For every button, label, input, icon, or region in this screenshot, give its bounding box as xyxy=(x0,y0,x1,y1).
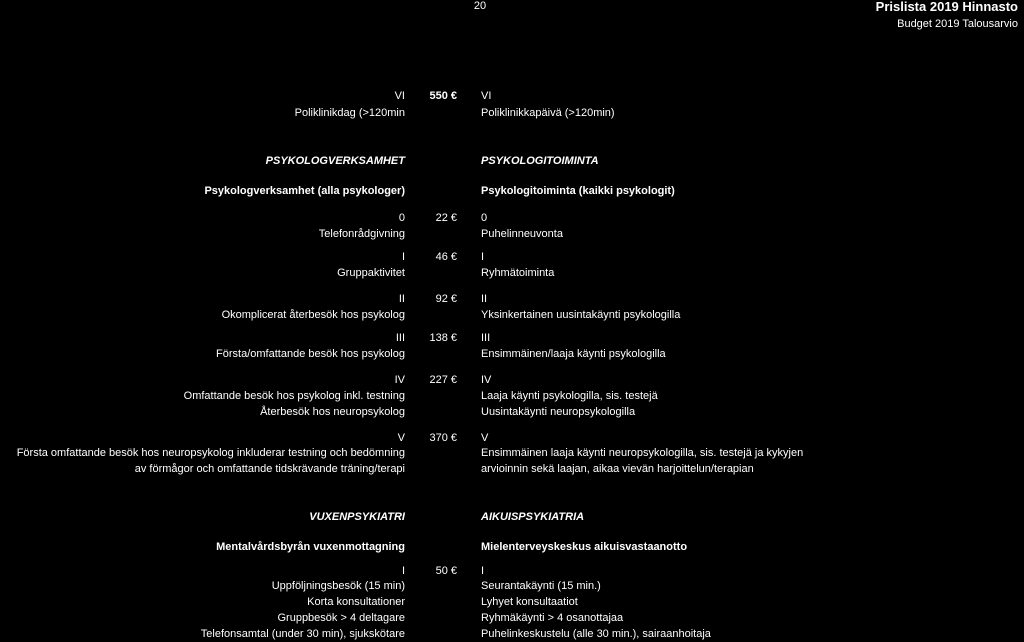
service-fi: Puhelinneuvonta xyxy=(481,228,563,240)
service-fi: Uusintakäynti neuropsykologilla xyxy=(481,406,636,418)
service-fi: Ensimmäinen/laaja käynti psykologilla xyxy=(481,348,666,360)
service-sv: av förmågor och omfattande tidskrävande träning/terapi xyxy=(134,463,405,475)
service-sv: Första/omfattande besök hos psykolog xyxy=(216,348,405,360)
service-fi: Ryhmätoiminta xyxy=(481,267,555,279)
section-title-sv: PSYKOLOGVERKSAMHET xyxy=(265,155,405,167)
service-sv: Återbesök hos neuropsykolog xyxy=(260,406,405,418)
service-fi: Ensimmäinen laaja käynti neuropsykologilla, sis. testejä ja kykyjen xyxy=(481,447,804,459)
price: 46 € xyxy=(435,251,457,263)
section-title-fi: PSYKOLOGITOIMINTA xyxy=(481,155,599,167)
service-sv: Okomplicerat återbesök hos psykolog xyxy=(221,309,405,321)
price: 50 € xyxy=(435,565,457,577)
service-fi: Poliklinikkapäivä (>120min) xyxy=(481,107,615,119)
section-heading-fi: Mielenterveyskeskus aikuisvastaanotto xyxy=(481,541,688,553)
service-sv: Gruppaktivitet xyxy=(337,267,405,279)
price: 370 € xyxy=(429,432,457,444)
code-sv: V xyxy=(397,432,405,444)
section-heading-sv: Mentalvårdsbyrån vuxenmottagning xyxy=(216,541,405,553)
service-sv: Omfattande besök hos psykolog inkl. testning xyxy=(183,390,405,402)
code-fi: V xyxy=(481,432,489,444)
service-fi: Yksinkertainen uusintakäynti psykologilla xyxy=(481,309,681,321)
code-fi: 0 xyxy=(481,212,488,224)
code-sv: II xyxy=(398,293,405,305)
service-fi: Ryhmäkäynti > 4 osanottajaa xyxy=(481,612,624,624)
price: 138 € xyxy=(429,332,457,344)
page-number: 20 xyxy=(473,0,487,12)
code-fi: I xyxy=(481,251,485,263)
service-sv: Uppföljningsbesök (15 min) xyxy=(271,580,405,592)
price: 227 € xyxy=(429,374,457,386)
service-fi: Seurantakäynti (15 min.) xyxy=(481,580,601,592)
code-fi: I xyxy=(481,565,485,577)
code-fi: II xyxy=(481,293,488,305)
code-sv: 0 xyxy=(398,212,405,224)
document-title: Prislista 2019 Hinnasto xyxy=(875,0,1018,14)
service-fi: arvioinnin sekä laajan, aikaa vievän harjoittelun/terapian xyxy=(481,463,754,475)
price: 92 € xyxy=(435,293,457,305)
section-title-sv: VUXENPSYKIATRI xyxy=(309,511,405,523)
document-subtitle: Budget 2019 Talousarvio xyxy=(897,18,1018,30)
code-sv: IV xyxy=(394,374,405,386)
service-sv: Poliklinikdag (>120min xyxy=(294,107,405,119)
code-sv: VI xyxy=(394,90,405,102)
code-sv: III xyxy=(395,332,405,344)
service-fi: Lyhyet konsultaatiot xyxy=(481,596,578,608)
service-sv: Gruppbesök > 4 deltagare xyxy=(277,612,405,624)
service-sv: Telefonsamtal (under 30 min), sjukskötare xyxy=(200,628,405,640)
code-fi: IV xyxy=(481,374,492,386)
service-sv: Telefonrådgivning xyxy=(318,228,405,240)
section-heading-fi: Psykologitoiminta (kaikki psykologit) xyxy=(481,185,675,197)
service-fi: Puhelinkeskustelu (alle 30 min.), sairaanhoitaja xyxy=(481,628,711,640)
code-sv: I xyxy=(401,251,405,263)
code-fi: III xyxy=(481,332,491,344)
price: 550 € xyxy=(429,90,457,102)
section-heading-sv: Psykologverksamhet (alla psykologer) xyxy=(204,185,405,197)
code-sv: I xyxy=(401,565,405,577)
service-sv: Första omfattande besök hos neuropsykolog inkluderar testning och bedömning xyxy=(16,447,405,459)
service-sv: Korta konsultationer xyxy=(307,596,405,608)
price: 22 € xyxy=(435,212,457,224)
service-fi: Laaja käynti psykologilla, sis. testejä xyxy=(481,390,658,402)
section-title-fi: AIKUISPSYKIATRIA xyxy=(481,511,585,523)
code-fi: VI xyxy=(481,90,492,102)
